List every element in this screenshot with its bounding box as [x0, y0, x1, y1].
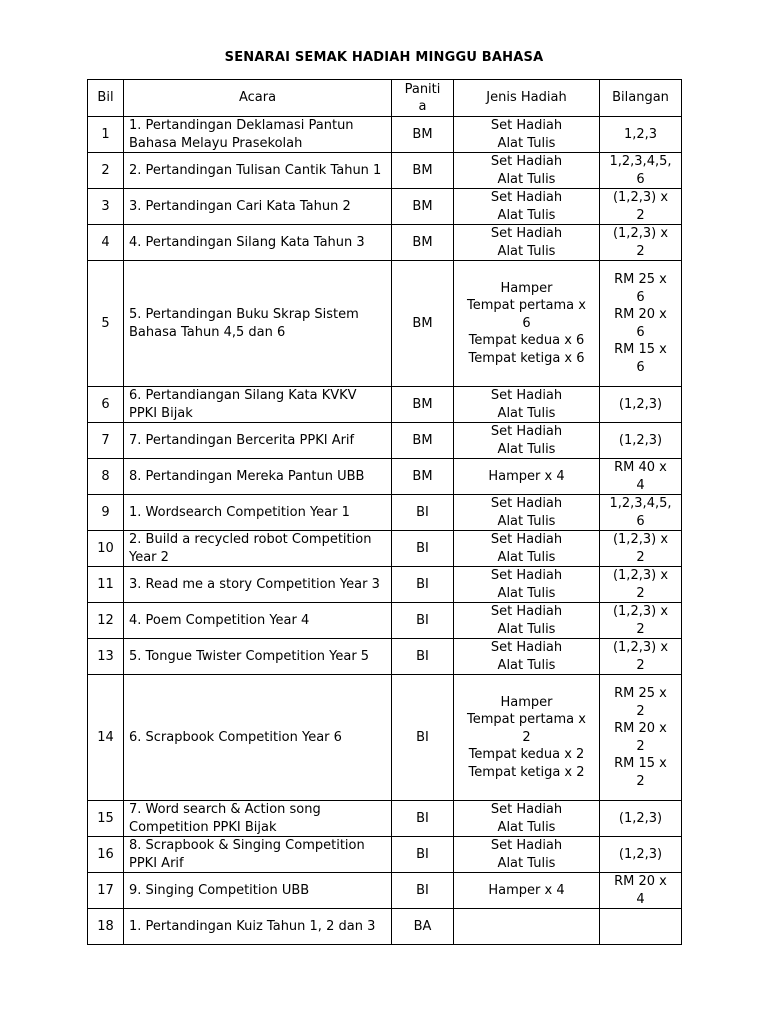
cell-bil: 11	[88, 567, 124, 603]
header-panitia: Paniti a	[392, 80, 454, 117]
cell-bilangan: (1,2,3) x 2	[600, 225, 682, 261]
cell-acara: 1. Wordsearch Competition Year 1	[124, 495, 392, 531]
cell-panitia: BI	[392, 639, 454, 675]
cell-bil: 3	[88, 189, 124, 225]
cell-jenis-hadiah	[454, 909, 600, 945]
cell-bil: 9	[88, 495, 124, 531]
cell-panitia: BI	[392, 531, 454, 567]
cell-jenis-hadiah: Hamper Tempat pertama x 6 Tempat kedua x 6 Tempat ketiga x 6	[454, 261, 600, 387]
table-row	[88, 675, 682, 801]
table-row	[88, 909, 682, 945]
cell-jenis-hadiah: Set Hadiah Alat Tulis	[454, 837, 600, 873]
header-jenis-hadiah: Jenis Hadiah	[454, 80, 600, 117]
cell-bilangan: (1,2,3)	[600, 837, 682, 873]
cell-acara: 1. Pertandingan Kuiz Tahun 1, 2 dan 3	[124, 909, 392, 945]
prize-checklist-table	[87, 79, 682, 945]
cell-panitia: BM	[392, 459, 454, 495]
cell-bil: 5	[88, 261, 124, 387]
cell-panitia: BM	[392, 225, 454, 261]
cell-bilangan: (1,2,3)	[600, 423, 682, 459]
cell-panitia: BI	[392, 801, 454, 837]
page-title: SENARAI SEMAK HADIAH MINGGU BAHASA	[224, 50, 544, 65]
cell-bil: 10	[88, 531, 124, 567]
header-acara: Acara	[124, 80, 392, 117]
cell-jenis-hadiah: Hamper x 4	[454, 459, 600, 495]
cell-jenis-hadiah: Set Hadiah Alat Tulis	[454, 153, 600, 189]
table-row	[88, 189, 682, 225]
cell-jenis-hadiah: Set Hadiah Alat Tulis	[454, 189, 600, 225]
table-row	[88, 873, 682, 909]
cell-panitia: BI	[392, 675, 454, 801]
cell-bilangan: (1,2,3)	[600, 801, 682, 837]
cell-bil: 16	[88, 837, 124, 873]
cell-acara: 2. Build a recycled robot Competition Year 2	[124, 531, 392, 567]
cell-panitia: BM	[392, 189, 454, 225]
cell-bilangan: (1,2,3) x 2	[600, 531, 682, 567]
cell-jenis-hadiah: Hamper x 4	[454, 873, 600, 909]
cell-panitia: BM	[392, 423, 454, 459]
table-row	[88, 531, 682, 567]
cell-bil: 15	[88, 801, 124, 837]
table-row	[88, 801, 682, 837]
table-header-row	[88, 80, 682, 117]
cell-bil: 14	[88, 675, 124, 801]
table-row	[88, 225, 682, 261]
cell-bilangan: 1,2,3,4,5, 6	[600, 153, 682, 189]
cell-bil: 13	[88, 639, 124, 675]
cell-bilangan: (1,2,3) x 2	[600, 639, 682, 675]
cell-panitia: BI	[392, 495, 454, 531]
cell-bilangan: RM 25 x 6 RM 20 x 6 RM 15 x 6	[600, 261, 682, 387]
cell-bilangan: 1,2,3	[600, 117, 682, 153]
cell-acara: 6. Scrapbook Competition Year 6	[124, 675, 392, 801]
cell-jenis-hadiah: Set Hadiah Alat Tulis	[454, 495, 600, 531]
table-row	[88, 117, 682, 153]
cell-acara: 7. Word search & Action song Competition PPKI Bijak	[124, 801, 392, 837]
cell-panitia: BA	[392, 909, 454, 945]
table-row	[88, 639, 682, 675]
table-row	[88, 837, 682, 873]
cell-bilangan: 1,2,3,4,5, 6	[600, 495, 682, 531]
cell-bilangan: RM 25 x 2 RM 20 x 2 RM 15 x 2	[600, 675, 682, 801]
table-row	[88, 567, 682, 603]
cell-bil: 4	[88, 225, 124, 261]
cell-bil: 17	[88, 873, 124, 909]
cell-acara: 8. Pertandingan Mereka Pantun UBB	[124, 459, 392, 495]
cell-bilangan: (1,2,3) x 2	[600, 189, 682, 225]
cell-bil: 7	[88, 423, 124, 459]
header-bilangan: Bilangan	[600, 80, 682, 117]
cell-panitia: BI	[392, 873, 454, 909]
table-row	[88, 495, 682, 531]
cell-jenis-hadiah: Set Hadiah Alat Tulis	[454, 117, 600, 153]
cell-acara: 2. Pertandingan Tulisan Cantik Tahun 1	[124, 153, 392, 189]
cell-acara: 5. Tongue Twister Competition Year 5	[124, 639, 392, 675]
table-row	[88, 261, 682, 387]
cell-jenis-hadiah: Set Hadiah Alat Tulis	[454, 387, 600, 423]
cell-acara: 1. Pertandingan Deklamasi Pantun Bahasa Melayu Prasekolah	[124, 117, 392, 153]
table-row	[88, 423, 682, 459]
cell-bil: 6	[88, 387, 124, 423]
cell-bil: 18	[88, 909, 124, 945]
cell-acara: 5. Pertandingan Buku Skrap Sistem Bahasa Tahun 4,5 dan 6	[124, 261, 392, 387]
header-bil: Bil	[88, 80, 124, 117]
cell-panitia: BI	[392, 837, 454, 873]
cell-acara: 4. Pertandingan Silang Kata Tahun 3	[124, 225, 392, 261]
cell-acara: 9. Singing Competition UBB	[124, 873, 392, 909]
cell-acara: 3. Pertandingan Cari Kata Tahun 2	[124, 189, 392, 225]
cell-acara: 4. Poem Competition Year 4	[124, 603, 392, 639]
cell-bil: 8	[88, 459, 124, 495]
cell-acara: 8. Scrapbook & Singing Competition PPKI Arif	[124, 837, 392, 873]
cell-bilangan: (1,2,3) x 2	[600, 567, 682, 603]
cell-jenis-hadiah: Set Hadiah Alat Tulis	[454, 531, 600, 567]
cell-panitia: BI	[392, 603, 454, 639]
cell-panitia: BM	[392, 117, 454, 153]
cell-bil: 12	[88, 603, 124, 639]
cell-bilangan: RM 40 x 4	[600, 459, 682, 495]
cell-bilangan: RM 20 x 4	[600, 873, 682, 909]
table-row	[88, 459, 682, 495]
cell-bilangan	[600, 909, 682, 945]
cell-panitia: BM	[392, 153, 454, 189]
cell-bil: 1	[88, 117, 124, 153]
cell-bilangan: (1,2,3)	[600, 387, 682, 423]
cell-acara: 6. Pertandiangan Silang Kata KVKV PPKI Bijak	[124, 387, 392, 423]
cell-jenis-hadiah: Set Hadiah Alat Tulis	[454, 225, 600, 261]
cell-jenis-hadiah: Set Hadiah Alat Tulis	[454, 423, 600, 459]
cell-jenis-hadiah: Hamper Tempat pertama x 2 Tempat kedua x 2 Tempat ketiga x 2	[454, 675, 600, 801]
cell-jenis-hadiah: Set Hadiah Alat Tulis	[454, 639, 600, 675]
cell-panitia: BM	[392, 261, 454, 387]
cell-acara: 7. Pertandingan Bercerita PPKI Arif	[124, 423, 392, 459]
cell-jenis-hadiah: Set Hadiah Alat Tulis	[454, 801, 600, 837]
table-row	[88, 153, 682, 189]
cell-bilangan: (1,2,3) x 2	[600, 603, 682, 639]
cell-jenis-hadiah: Set Hadiah Alat Tulis	[454, 603, 600, 639]
cell-panitia: BI	[392, 567, 454, 603]
table-row	[88, 387, 682, 423]
cell-panitia: BM	[392, 387, 454, 423]
cell-jenis-hadiah: Set Hadiah Alat Tulis	[454, 567, 600, 603]
table-row	[88, 603, 682, 639]
cell-bil: 2	[88, 153, 124, 189]
cell-acara: 3. Read me a story Competition Year 3	[124, 567, 392, 603]
